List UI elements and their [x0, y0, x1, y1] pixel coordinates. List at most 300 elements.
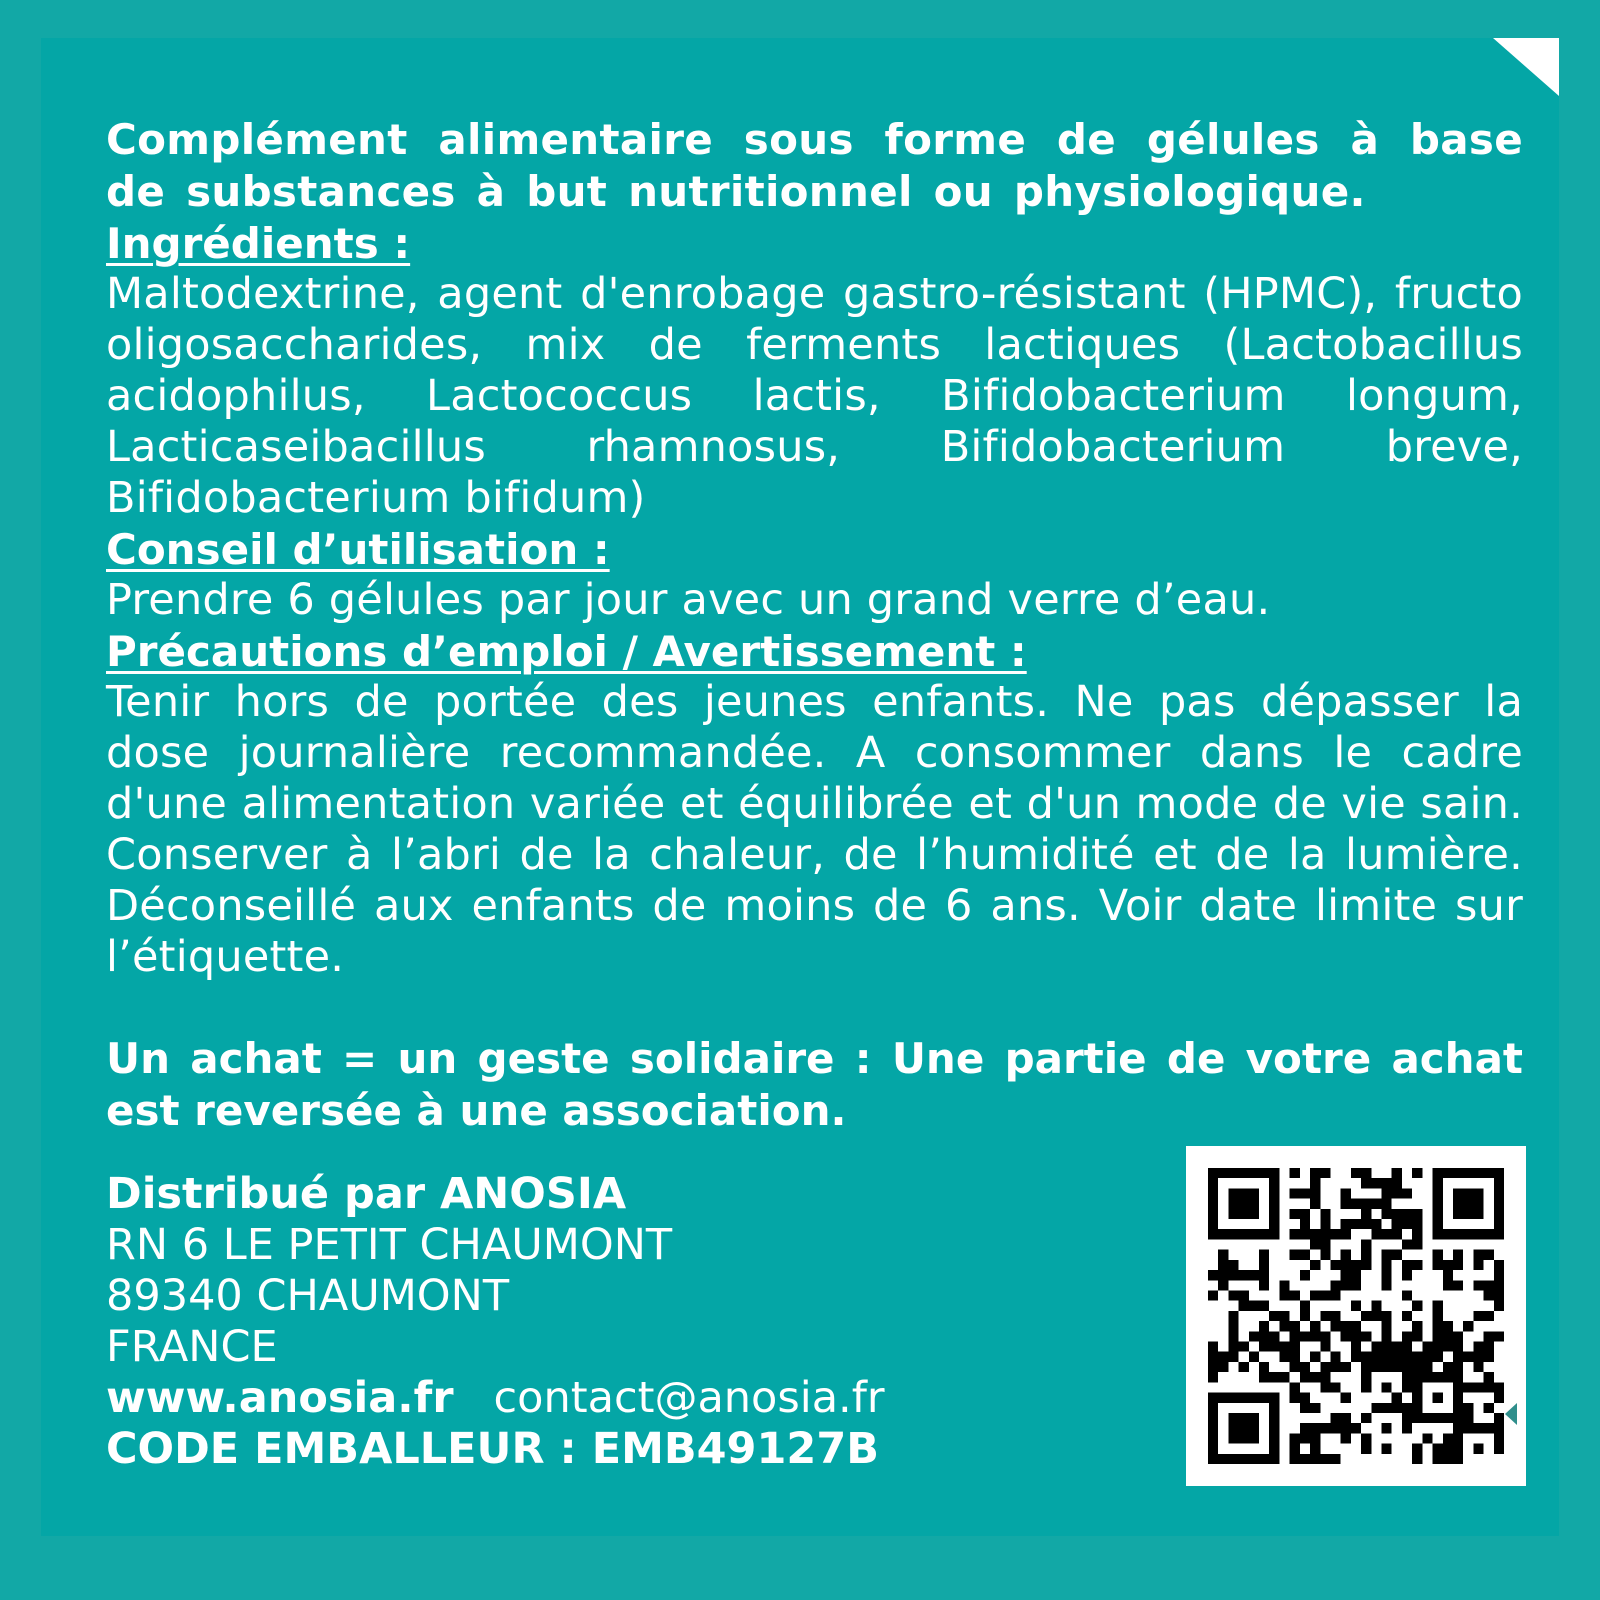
- qr-module: [1249, 1423, 1259, 1433]
- qr-module: [1473, 1423, 1483, 1433]
- qr-module: [1269, 1444, 1279, 1454]
- qr-module: [1453, 1403, 1463, 1413]
- qr-module: [1290, 1393, 1300, 1403]
- qr-module: [1279, 1342, 1289, 1352]
- qr-module: [1463, 1423, 1473, 1433]
- qr-module: [1382, 1260, 1392, 1270]
- qr-module: [1484, 1352, 1494, 1362]
- qr-module: [1412, 1219, 1422, 1229]
- qr-module: [1443, 1280, 1453, 1290]
- qr-module: [1341, 1260, 1351, 1270]
- qr-module: [1320, 1290, 1330, 1300]
- qr-module: [1290, 1454, 1300, 1464]
- qr-module: [1382, 1270, 1392, 1280]
- qr-module: [1330, 1321, 1340, 1331]
- qr-module: [1473, 1209, 1483, 1219]
- qr-module: [1382, 1250, 1392, 1260]
- qr-module: [1494, 1413, 1504, 1423]
- qr-module: [1453, 1280, 1463, 1290]
- qr-module: [1382, 1188, 1392, 1198]
- qr-module: [1484, 1342, 1494, 1352]
- qr-module: [1341, 1188, 1351, 1198]
- qr-module: [1412, 1209, 1422, 1219]
- qr-module: [1494, 1178, 1504, 1188]
- qr-module: [1310, 1168, 1320, 1178]
- qr-module: [1341, 1362, 1351, 1372]
- qr-module: [1310, 1178, 1320, 1188]
- qr-module: [1290, 1188, 1300, 1198]
- qr-module: [1473, 1444, 1483, 1454]
- qr-module: [1453, 1444, 1463, 1454]
- qr-module: [1228, 1209, 1238, 1219]
- qr-module: [1433, 1229, 1443, 1239]
- qr-module: [1269, 1372, 1279, 1382]
- qr-module: [1494, 1199, 1504, 1209]
- qr-module: [1473, 1311, 1483, 1321]
- qr-module: [1433, 1260, 1443, 1270]
- qr-module: [1208, 1168, 1218, 1178]
- qr-module: [1351, 1260, 1361, 1270]
- qr-module: [1269, 1403, 1279, 1413]
- qr-module: [1320, 1311, 1330, 1321]
- qr-module: [1361, 1250, 1371, 1260]
- qr-module: [1228, 1260, 1238, 1270]
- qr-module: [1239, 1301, 1249, 1311]
- qr-module: [1269, 1229, 1279, 1239]
- qr-module: [1392, 1393, 1402, 1403]
- email-link[interactable]: contact@anosia.fr: [493, 1373, 885, 1423]
- qr-module: [1473, 1250, 1483, 1260]
- qr-module: [1371, 1311, 1381, 1321]
- qr-module: [1473, 1188, 1483, 1198]
- qr-module: [1228, 1423, 1238, 1433]
- qr-module: [1453, 1209, 1463, 1219]
- qr-module: [1218, 1168, 1228, 1178]
- usage-text: Prendre 6 gélules par jour avec un grand verre d’eau.: [106, 575, 1271, 625]
- qr-module: [1382, 1178, 1392, 1188]
- qr-module: [1382, 1280, 1392, 1290]
- qr-module: [1484, 1168, 1494, 1178]
- qr-module: [1443, 1229, 1453, 1239]
- qr-module: [1259, 1331, 1269, 1341]
- qr-module: [1484, 1250, 1494, 1260]
- qr-module: [1412, 1362, 1422, 1372]
- qr-module: [1259, 1454, 1269, 1464]
- qr-module: [1473, 1168, 1483, 1178]
- qr-module: [1402, 1403, 1412, 1413]
- qr-module: [1453, 1413, 1463, 1423]
- qr-module: [1392, 1209, 1402, 1219]
- qr-module: [1412, 1239, 1422, 1249]
- qr-module: [1269, 1209, 1279, 1219]
- website-link[interactable]: www.anosia.fr: [106, 1373, 454, 1423]
- qr-module: [1453, 1331, 1463, 1341]
- qr-module: [1473, 1362, 1483, 1372]
- qr-module: [1433, 1372, 1443, 1382]
- qr-module: [1239, 1229, 1249, 1239]
- qr-module: [1361, 1362, 1371, 1372]
- qr-module: [1300, 1209, 1310, 1219]
- qr-module: [1443, 1362, 1453, 1372]
- qr-module: [1494, 1331, 1504, 1341]
- qr-module: [1320, 1423, 1330, 1433]
- qr-module: [1320, 1239, 1330, 1249]
- qr-module: [1269, 1188, 1279, 1198]
- spacer: [106, 983, 1523, 1033]
- qr-module: [1208, 1188, 1218, 1198]
- qr-module: [1208, 1219, 1218, 1229]
- qr-module: [1463, 1403, 1473, 1413]
- qr-module: [1402, 1362, 1412, 1372]
- qr-code[interactable]: [1186, 1146, 1526, 1486]
- qr-module: [1484, 1280, 1494, 1290]
- qr-module: [1433, 1342, 1443, 1352]
- qr-module: [1330, 1423, 1340, 1433]
- qr-module: [1412, 1321, 1422, 1331]
- qr-module: [1473, 1260, 1483, 1270]
- qr-module: [1412, 1229, 1422, 1239]
- qr-module: [1351, 1342, 1361, 1352]
- qr-module: [1208, 1178, 1218, 1188]
- qr-module: [1279, 1352, 1289, 1362]
- qr-module: [1494, 1280, 1504, 1290]
- qr-module: [1473, 1342, 1483, 1352]
- qr-module: [1279, 1372, 1289, 1382]
- qr-module: [1208, 1290, 1218, 1300]
- qr-module: [1208, 1413, 1218, 1423]
- qr-module: [1259, 1362, 1269, 1372]
- qr-module: [1208, 1209, 1218, 1219]
- qr-module: [1330, 1260, 1340, 1270]
- qr-module: [1290, 1342, 1300, 1352]
- qr-module: [1330, 1382, 1340, 1392]
- qr-module: [1341, 1280, 1351, 1290]
- qr-module: [1422, 1342, 1432, 1352]
- qr-module: [1371, 1403, 1381, 1413]
- qr-module: [1269, 1413, 1279, 1423]
- qr-code-icon: [1208, 1168, 1504, 1464]
- qr-module: [1341, 1199, 1351, 1209]
- qr-module: [1412, 1301, 1422, 1311]
- qr-module: [1310, 1403, 1320, 1413]
- qr-module: [1330, 1454, 1340, 1464]
- qr-module: [1494, 1444, 1504, 1454]
- qr-module: [1412, 1444, 1422, 1454]
- qr-module: [1320, 1229, 1330, 1239]
- qr-module: [1382, 1382, 1392, 1392]
- qr-module: [1228, 1413, 1238, 1423]
- qr-module: [1371, 1178, 1381, 1188]
- qr-module: [1259, 1321, 1269, 1331]
- qr-module: [1412, 1393, 1422, 1403]
- qr-module: [1300, 1372, 1310, 1382]
- qr-module: [1453, 1168, 1463, 1178]
- qr-module: [1382, 1199, 1392, 1209]
- qr-module: [1320, 1219, 1330, 1229]
- qr-module: [1361, 1372, 1371, 1382]
- qr-module: [1320, 1342, 1330, 1352]
- qr-module: [1239, 1433, 1249, 1443]
- qr-module: [1463, 1382, 1473, 1392]
- qr-module: [1259, 1372, 1269, 1382]
- qr-module: [1382, 1342, 1392, 1352]
- qr-module: [1330, 1352, 1340, 1362]
- qr-module: [1402, 1270, 1412, 1280]
- qr-module: [1392, 1168, 1402, 1178]
- qr-module: [1453, 1393, 1463, 1403]
- qr-module: [1382, 1403, 1392, 1413]
- qr-module: [1361, 1168, 1371, 1178]
- qr-module: [1433, 1454, 1443, 1464]
- qr-module: [1330, 1290, 1340, 1300]
- qr-module: [1484, 1311, 1494, 1321]
- qr-module: [1218, 1250, 1228, 1260]
- qr-module: [1351, 1168, 1361, 1178]
- qr-module: [1290, 1321, 1300, 1331]
- qr-module: [1208, 1433, 1218, 1443]
- qr-module: [1443, 1433, 1453, 1443]
- qr-module: [1433, 1311, 1443, 1321]
- address-line-2: 89340 CHAUMONT: [106, 1271, 510, 1321]
- qr-module: [1300, 1403, 1310, 1413]
- qr-module: [1433, 1393, 1443, 1403]
- qr-module: [1412, 1352, 1422, 1362]
- qr-module: [1259, 1260, 1269, 1270]
- qr-module: [1371, 1342, 1381, 1352]
- qr-module: [1494, 1290, 1504, 1300]
- qr-module: [1300, 1270, 1310, 1280]
- qr-module: [1412, 1372, 1422, 1382]
- qr-module: [1279, 1321, 1289, 1331]
- qr-module: [1463, 1352, 1473, 1362]
- qr-module: [1422, 1372, 1432, 1382]
- qr-module: [1453, 1342, 1463, 1352]
- qr-module: [1443, 1342, 1453, 1352]
- qr-module: [1412, 1168, 1422, 1178]
- qr-module: [1310, 1433, 1320, 1443]
- qr-module: [1249, 1209, 1259, 1219]
- qr-module: [1208, 1393, 1218, 1403]
- qr-module: [1361, 1331, 1371, 1341]
- qr-module: [1453, 1260, 1463, 1270]
- qr-module: [1239, 1290, 1249, 1300]
- qr-module: [1484, 1423, 1494, 1433]
- qr-module: [1412, 1331, 1422, 1341]
- qr-module: [1382, 1352, 1392, 1362]
- qr-module: [1494, 1188, 1504, 1198]
- ingredients-text: Maltodextrine, agent d'enrobage gastro-résistant (HPMC), fructo oligosaccharides, mix de ferments lactiques (Lactobacillus acidophilus, Lactococcus lactis, Bifidobacterium longum, Lacticaseibacillus rhamnosus, Bifidobacterium breve, Bifidobacterium bifidum): [106, 269, 1523, 523]
- qr-module: [1228, 1270, 1238, 1280]
- qr-module: [1484, 1382, 1494, 1392]
- qr-module: [1361, 1199, 1371, 1209]
- qr-module: [1228, 1290, 1238, 1300]
- qr-module: [1392, 1403, 1402, 1413]
- qr-module: [1402, 1413, 1412, 1423]
- qr-module: [1249, 1393, 1259, 1403]
- qr-module: [1361, 1178, 1371, 1188]
- qr-module: [1249, 1454, 1259, 1464]
- qr-module: [1453, 1199, 1463, 1209]
- qr-module: [1249, 1168, 1259, 1178]
- qr-module: [1412, 1382, 1422, 1392]
- qr-module: [1443, 1321, 1453, 1331]
- qr-module: [1310, 1444, 1320, 1454]
- qr-module: [1208, 1352, 1218, 1362]
- qr-module: [1494, 1260, 1504, 1270]
- qr-module: [1433, 1199, 1443, 1209]
- qr-module: [1463, 1199, 1473, 1209]
- qr-module: [1392, 1178, 1402, 1188]
- precautions-heading: Précautions d’emploi / Avertissement :: [106, 627, 1027, 676]
- qr-module: [1341, 1270, 1351, 1280]
- qr-module: [1433, 1331, 1443, 1341]
- qr-module: [1259, 1342, 1269, 1352]
- qr-module: [1310, 1331, 1320, 1341]
- address-country: FRANCE: [106, 1322, 278, 1372]
- qr-module: [1443, 1270, 1453, 1280]
- qr-module: [1269, 1178, 1279, 1188]
- qr-module: [1443, 1444, 1453, 1454]
- qr-module: [1239, 1413, 1249, 1423]
- qr-module: [1269, 1433, 1279, 1443]
- product-label-panel: [41, 38, 1559, 1536]
- qr-module: [1402, 1219, 1412, 1229]
- qr-module: [1351, 1352, 1361, 1362]
- qr-module: [1392, 1362, 1402, 1372]
- qr-module: [1463, 1229, 1473, 1239]
- qr-module: [1290, 1444, 1300, 1454]
- qr-module: [1218, 1454, 1228, 1464]
- qr-module: [1484, 1403, 1494, 1413]
- qr-module: [1341, 1321, 1351, 1331]
- qr-module: [1290, 1250, 1300, 1260]
- qr-module: [1330, 1311, 1340, 1321]
- qr-module: [1473, 1352, 1483, 1362]
- qr-module: [1341, 1413, 1351, 1423]
- qr-module: [1259, 1393, 1269, 1403]
- qr-module: [1290, 1362, 1300, 1372]
- qr-module: [1320, 1331, 1330, 1341]
- qr-module: [1463, 1413, 1473, 1423]
- qr-module: [1402, 1331, 1412, 1341]
- qr-module: [1382, 1321, 1392, 1331]
- qr-module: [1218, 1260, 1228, 1270]
- qr-module: [1402, 1239, 1412, 1249]
- qr-module: [1463, 1209, 1473, 1219]
- qr-module: [1228, 1311, 1238, 1321]
- qr-module: [1341, 1250, 1351, 1260]
- qr-module: [1402, 1290, 1412, 1300]
- qr-module: [1249, 1413, 1259, 1423]
- qr-module: [1228, 1393, 1238, 1403]
- qr-module: [1463, 1168, 1473, 1178]
- qr-module: [1453, 1362, 1463, 1372]
- corner-fold: [1493, 38, 1559, 96]
- qr-module: [1341, 1433, 1351, 1443]
- qr-module: [1290, 1331, 1300, 1341]
- scroll-arrow-icon: [1505, 1403, 1517, 1425]
- qr-module: [1382, 1423, 1392, 1433]
- qr-module: [1412, 1454, 1422, 1464]
- qr-module: [1208, 1362, 1218, 1372]
- qr-module: [1290, 1433, 1300, 1443]
- qr-module: [1351, 1331, 1361, 1341]
- qr-module: [1228, 1454, 1238, 1464]
- qr-module: [1371, 1229, 1381, 1239]
- qr-module: [1422, 1362, 1432, 1372]
- qr-module: [1433, 1413, 1443, 1423]
- qr-module: [1228, 1433, 1238, 1443]
- qr-module: [1402, 1342, 1412, 1352]
- qr-module: [1300, 1362, 1310, 1372]
- qr-module: [1453, 1433, 1463, 1443]
- qr-module: [1433, 1178, 1443, 1188]
- qr-module: [1453, 1229, 1463, 1239]
- qr-module: [1453, 1454, 1463, 1464]
- qr-module: [1433, 1250, 1443, 1260]
- qr-module: [1208, 1199, 1218, 1209]
- qr-module: [1228, 1331, 1238, 1341]
- qr-module: [1310, 1290, 1320, 1300]
- qr-module: [1259, 1301, 1269, 1311]
- qr-module: [1228, 1229, 1238, 1239]
- qr-module: [1228, 1342, 1238, 1352]
- qr-module: [1279, 1280, 1289, 1290]
- qr-module: [1249, 1301, 1259, 1311]
- qr-module: [1392, 1342, 1402, 1352]
- qr-module: [1218, 1270, 1228, 1280]
- qr-module: [1239, 1199, 1249, 1209]
- qr-module: [1341, 1423, 1351, 1433]
- qr-module: [1239, 1423, 1249, 1433]
- qr-module: [1494, 1219, 1504, 1229]
- usage-heading: Conseil d’utilisation :: [106, 525, 610, 574]
- qr-module: [1208, 1342, 1218, 1352]
- qr-module: [1351, 1301, 1361, 1311]
- qr-module: [1208, 1229, 1218, 1239]
- qr-module: [1310, 1260, 1320, 1270]
- qr-module: [1341, 1331, 1351, 1341]
- qr-module: [1433, 1321, 1443, 1331]
- qr-module: [1300, 1433, 1310, 1443]
- qr-module: [1341, 1393, 1351, 1403]
- qr-module: [1310, 1199, 1320, 1209]
- qr-module: [1218, 1352, 1228, 1362]
- qr-module: [1269, 1311, 1279, 1321]
- qr-module: [1494, 1301, 1504, 1311]
- qr-module: [1371, 1301, 1381, 1311]
- qr-module: [1453, 1423, 1463, 1433]
- qr-module: [1290, 1229, 1300, 1239]
- qr-module: [1259, 1250, 1269, 1260]
- qr-module: [1392, 1250, 1402, 1260]
- qr-module: [1320, 1454, 1330, 1464]
- qr-module: [1392, 1352, 1402, 1362]
- qr-module: [1228, 1352, 1238, 1362]
- qr-module: [1269, 1454, 1279, 1464]
- qr-module: [1218, 1229, 1228, 1239]
- qr-module: [1433, 1352, 1443, 1362]
- qr-module: [1473, 1199, 1483, 1209]
- qr-module: [1310, 1423, 1320, 1433]
- qr-module: [1371, 1199, 1381, 1209]
- qr-module: [1300, 1301, 1310, 1311]
- qr-module: [1228, 1321, 1238, 1331]
- qr-module: [1443, 1260, 1453, 1270]
- qr-module: [1494, 1393, 1504, 1403]
- qr-module: [1443, 1413, 1453, 1423]
- qr-module: [1453, 1382, 1463, 1392]
